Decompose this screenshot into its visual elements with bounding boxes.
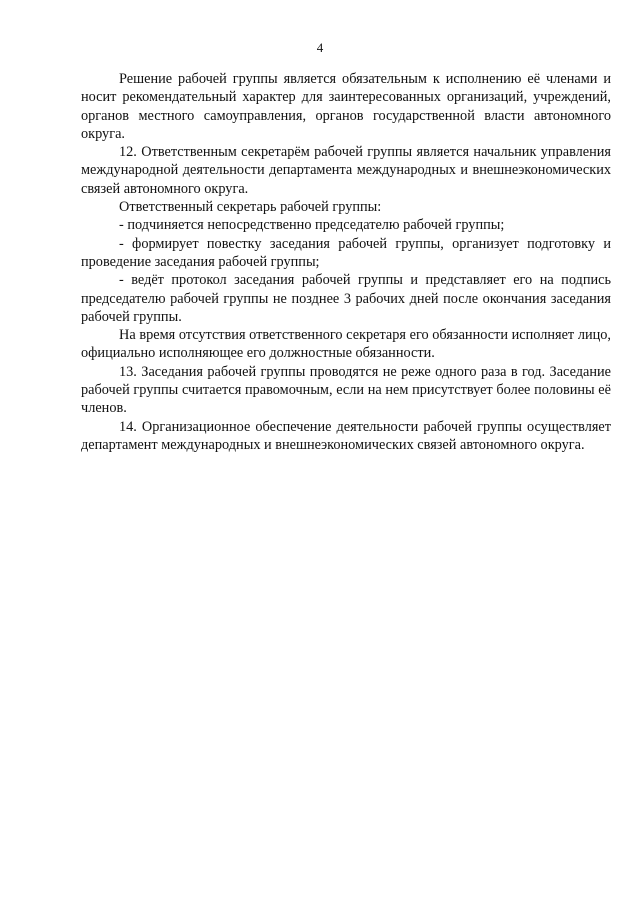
- paragraph-duty-protocol: - ведёт протокол заседания рабочей группы и представляет его на подпись председателю рабочей группы не позднее 3 рабочих дней после окончания заседания рабочей группы.: [81, 272, 611, 325]
- page-number: 4: [316, 40, 324, 55]
- paragraph-12-secretary: 12. Ответственным секретарём рабочей группы является начальник управления международной деятельности департамента международных и внешнеэкономических связей автономного округа.: [81, 144, 611, 197]
- paragraph-absence: На время отсутствия ответственного секретаря его обязанности исполняет лицо, официально исполняющее его должностные обязанности.: [81, 327, 611, 362]
- paragraph-14-support: 14. Организационное обеспечение деятельности рабочей группы осуществляет департамент международных и внешнеэкономических связей автономного округа.: [81, 418, 611, 453]
- document-body: [81, 70, 611, 454]
- paragraph-duty-agenda: - формирует повестку заседания рабочей группы, организует подготовку и проведение заседания рабочей группы;: [81, 235, 611, 270]
- paragraph-secretary-duties-intro: Ответственный секретарь рабочей группы:: [119, 199, 382, 216]
- paragraph-duty-subordinate: - подчиняется непосредственно председателю рабочей группы;: [119, 217, 505, 234]
- paragraph-13-meetings: 13. Заседания рабочей группы проводятся не реже одного раза в год. Заседание рабочей группы считается правомочным, если на нем присутствует более половины её членов.: [81, 363, 611, 417]
- paragraph-decision: Решение рабочей группы является обязательным к исполнению её членами и носит рекомендательный характер для заинтересованных организаций, учреждений, органов местного самоуправления, органов государственной власти автономного округа.: [81, 71, 611, 142]
